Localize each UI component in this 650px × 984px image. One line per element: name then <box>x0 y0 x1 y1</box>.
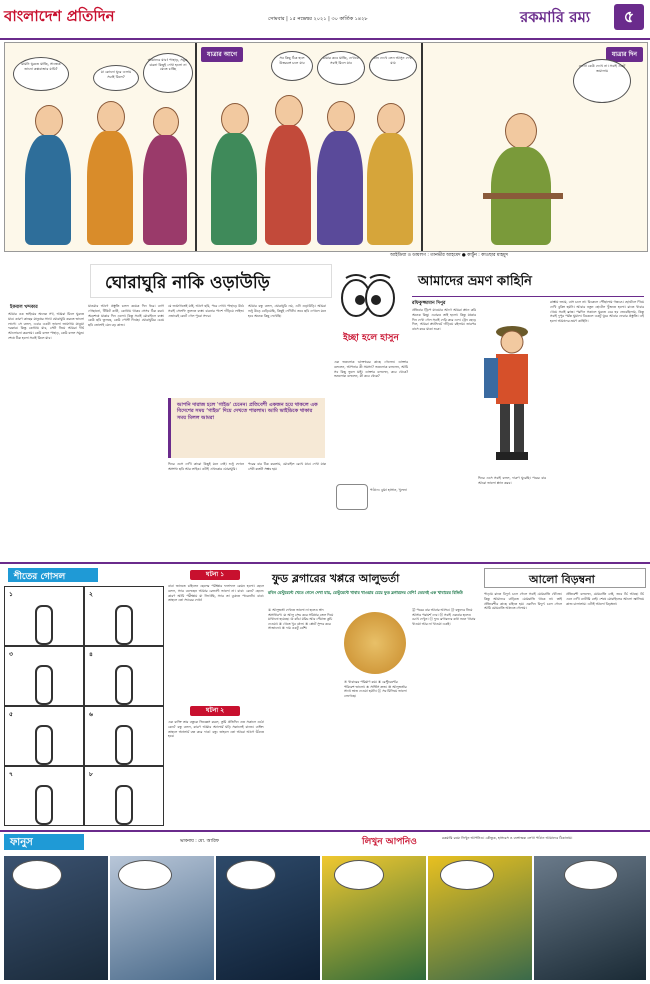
speech-bubble: মামার কবে যাচ্ছি, দেখবো সবাই মিলে যাব <box>317 51 365 85</box>
article-body: পরের বার ঠিক করলাম, মোবাইল রেখে যাব। দেখা যাক সেটা কতটা সম্ভব হয়। <box>248 462 326 471</box>
page-header <box>0 0 650 40</box>
article-body: ফিরে এসে সবাই বলল, দারুণ ঘুরেছি। পরের বার আরো ভালো প্ল্যান করব। <box>478 476 546 485</box>
emoji-box-credit: পাঠান: ঝুমা হাসান, খুলনা <box>370 488 407 492</box>
write-text: রকমারি রম্যে লিখুন আপনিও। কৌতুক, হাস্যরস ও ব্যঙ্গাত্মক লেখা পাঠান আমাদের ঠিকানায়। <box>442 836 573 840</box>
food-photo <box>344 612 406 674</box>
character-head <box>327 101 355 133</box>
comic-cell: ৩ <box>4 646 84 706</box>
article-title: ফুড ব্লগারের খপ্পরে আলুভর্তা <box>272 572 400 585</box>
ghotona-2-title: ঘটনা ২ <box>190 706 240 716</box>
comic-cell: ৪ <box>84 646 164 706</box>
article-body: আমার বন্ধু বলল, ঘোরাঘুরি নয়, এটা ওড়াউড়ি। আমরা শুধু উড়ে বেড়িয়েছি, কিছুই দেখিনি। তবে ছবি দেখলে মনে হবে অনেক কিছু দেখেছি। <box>248 304 326 318</box>
food-title-box <box>268 568 478 590</box>
speech-bubble <box>118 860 172 890</box>
traveler-icon <box>478 312 546 472</box>
character-head <box>377 103 405 135</box>
comic-cell: ৫ <box>4 706 84 766</box>
section-divider <box>0 830 650 832</box>
food-list: ⑫ পরের বার আবার আসব। ⑬ বন্ধুদের নিয়ে আসার পরামর্শ দেব। ⑭ সবাই একবার হলেও চেখে দেখুন। ⑮ ফুড ব্লগারদের কথা শুনে খাবার খাওয়া আর না খাওয়া একই। <box>412 608 476 626</box>
panel-tag: যাত্রার দিন <box>606 47 643 62</box>
character-body <box>87 131 133 245</box>
article-byline: রফিকুজ্জামান দিপুর <box>412 301 446 306</box>
article-body: প্রতিবেশী বললেন, মোমবাতি নেই, তবে টর্চ আছে। টর্চ এনে দেখি ব্যাটারি নেই। শেষে মোবাইলের আলো জ্বালিয়ে কাজ চালালাম। এটাই আলো বিড়ম্বনা। <box>566 592 644 606</box>
article-body: যাওয়ার আগে প্রস্তুতি চলল কয়েক দিন ধরে। ব্যাগ গোছানো, টিকিট কাটা, কোথায় থাকব সেসব ঠিক করা। অবশেষে যাত্রার দিন এলো। কিন্তু সবাই মোবাইলে ব্যস্ত। কেউ ছবি তুলছে, কেউ পোস্ট দিচ্ছে। ঘোরাঘুরির চেয়ে ছবি তোলাই যেন বড় কাজ। <box>88 304 164 328</box>
article-body: প্রতিবার ট্রিপে যাওয়ার আগে আমরা প্ল্যান করি অনেক কিছু। এবারও তাই হলো। কিন্তু যাত্রার দিন দেখা গেল সবাই দেরি করে এল। ট্রেন ছেড়ে দিল, আমরা প্ল্যাটফর্মে দাঁড়িয়ে রইলাম। তারপর বাসে করে যাত্রা শুরু। <box>412 308 476 332</box>
fanus-credit: ভাবনায় : মো. আরিফ <box>180 839 219 844</box>
pull-quote <box>168 398 325 458</box>
comic-cell: ২ <box>84 586 164 646</box>
character-body <box>367 133 413 245</box>
character-head <box>153 107 179 137</box>
emoji-face-icon <box>332 270 402 330</box>
article-title: আলো বিড়ম্বনা <box>529 573 595 586</box>
cartoon-strip <box>4 42 648 252</box>
food-list: ① আলুভর্তা দেখতে ভালো না হলেও স্বাদ অসাধারণ। ② আলু সেদ্ধ করে সরিষার তেল দিয়ে মাখানো হয়েছে। ③ কাঁচা মরিচ আর পেঁয়াজ কুচি দেওয়া। ④ খেতে খুব ঝাল। ⑤ প্লেটে সুন্দর করে সাজানো। ⑥ দাম একটু বেশি। <box>268 608 334 631</box>
speech-bubble <box>440 860 494 890</box>
emoji-box-title: ইচ্ছা হলে হাসুন <box>343 333 399 343</box>
ghotona-1-title: ঘটনা ১ <box>190 570 240 580</box>
food-list: ⑦ খাবারের পরিমাণ কম। ⑧ রেস্টুরেন্টের পরিবেশ ভালো। ⑨ সার্ভিস দ্রুত। ⑩ আলুভর্তার সাথে ভাত দেওয়া হয়নি। ⑪ সব মিলিয়ে ভালো লেগেছে। <box>344 680 407 698</box>
character-head <box>221 103 249 135</box>
article-title-box <box>90 264 332 298</box>
divider <box>412 296 644 297</box>
character-head <box>35 105 63 137</box>
article-byline: ইকবাল খন্দকার <box>10 305 38 310</box>
alo-title-box <box>484 568 646 588</box>
funny-emoji <box>332 270 402 330</box>
panel-tag: যাত্রার আগে <box>201 47 243 62</box>
fanus-label: ফানুস <box>10 837 33 848</box>
page-number: ৫ <box>614 4 644 30</box>
speech-bubble <box>334 860 384 890</box>
article-body: আমার এক ভাইয়ের অনেক সখ, আমরা মিলে ঘুরতে যাব। কারণ কাছের মানুষের সাথে ঘোরাঘুরি করতে ভালো লাগে। সে বলল, এবার একটা ভালো জায়গায় যাওয়া দরকার। কিন্তু কোথায় যাব, সেটা নিয়ে আমরা দীর্ঘ আলোচনা করলাম। কেউ বলল পাহাড়, কেউ বলল সমুদ্র। শেষে ঠিক হলো সবাই মিলে যাব। <box>8 312 84 340</box>
character-head <box>505 113 537 149</box>
article-title: ঘোরাঘুরি নাকি ওড়াউড়ি <box>105 273 270 293</box>
character-body <box>317 131 363 245</box>
speech-bubble: মা কোনো ঘুরে এলাম সবাই মিলে? <box>93 65 139 91</box>
comic-cell: ৮ <box>84 766 164 826</box>
cartoon-panel-3 <box>423 43 647 251</box>
photo-strip <box>4 856 646 980</box>
article-body: যে জায়গাতেই যাই, আগে ছবি, পরে দেখা। পাহাড়ে উঠে সবাই সেলফি তুলতে ব্যস্ত। ঝরনার পাশে দাঁড়িয়ে লাইভ। এভাবেই কেটে গেল পুরো সফর। <box>168 304 244 318</box>
comic-cell: ১ <box>4 586 84 646</box>
speech-bubble: যান দেখে লেন আসুন দেখা যায় <box>369 51 417 81</box>
cartoon-panel-2 <box>197 43 423 251</box>
cartoon-panel-1 <box>5 43 197 251</box>
speech-bubble: সব কিছু ঠিক হলে উত্তরবঙ্গ চলে যাব <box>271 51 313 81</box>
speech-bubble: আমাদের যাব! পাহাড়, সমুদ্র, ঝরনা কিছুই দেখা হলো না যেতে চাচ্ছি <box>143 53 193 93</box>
section-title: রকমারি রম্য <box>520 8 591 26</box>
speech-bubble: দেখো কেউ দেখে না। সবাই একটু জমালাম <box>573 59 631 103</box>
iron-icon <box>336 484 368 510</box>
traveler-illustration <box>478 312 546 472</box>
speech-bubble <box>564 860 618 890</box>
title-banner <box>8 568 98 582</box>
speech-bubble <box>12 860 62 890</box>
comic-cell: ৬ <box>84 706 164 766</box>
character-head <box>275 95 303 127</box>
article-body: রাস্তায় জ্যাম, বাস চলে না। বিকেলে পৌঁছালাম গন্তব্যে। হোটেলে গিয়ে দেখি বুকিং হয়নি। আবার নতুন হোটেল খুঁজতে হলো। রাতে খাবার খেয়ে সবাই ক্লান্ত। পরদিন সকালে ঘুরতে বের হব ভেবেছিলাম, কিন্তু সবাই দুপুর পর্যন্ত ঘুমাল। বিকেলে একটু ঘুরে আবার ফেরার প্রস্তুতি। এই হলো আমাদের ভ্রমণ কাহিনি। <box>550 300 644 324</box>
speech-bubble <box>226 860 276 890</box>
article-body: পাড়ায় রাতে বিদ্যুৎ চলে গেলে সবাই মোমবাতি খোঁজে। কিন্তু আমাদের বাড়িতে মোমবাতি থাকে না। তাই প্রতিবেশীর কাছে চাইতে হয়। একদিন বিদ্যুৎ চলে গেলে আমি মোমবাতি আনতে গেলাম। <box>484 592 562 611</box>
fanus-banner <box>4 834 84 850</box>
speech-bubble: মামনি ঘুরতে যাচ্ছি, সাজেক তানো কক্সবাজার যাবি? <box>13 57 69 91</box>
newspaper-logo: বাংলাদেশ প্রতিদিন <box>4 7 115 25</box>
emoji-box-body: এক ভদ্রলোক ডাক্তারের কাছে গেলেন। ডাক্তার বললেন, আপনার কী সমস্যা? ভদ্রলোক বললেন, আমি সব কিছু ভুলে যাই। ডাক্তার বললেন, কবে থেকে? ভদ্রলোক বললেন, কী কবে থেকে? <box>334 360 408 379</box>
character-head <box>97 101 125 133</box>
phone-icon <box>483 193 563 199</box>
article-body: ফিরে এসে দেখি কারো কিছুই মনে নেই। শুধু ফোনে অসংখ্য ছবি আর লাইক। এটাই এখনকার ঘোরাঘুরি। <box>168 462 244 471</box>
article-title: আমাদের ভ্রমণ কাহিনি <box>418 274 532 289</box>
article-subtitle: রবিন রেস্টুরেন্টে খেতে গেলে দেখা যায়, রেস্টুরেন্টে খাবার খাওয়ার চেয়ে ফুড ব্লগারদের বেশি! তেমনই এক খাবারের রিভিউ <box>268 590 463 595</box>
section-divider <box>0 562 650 564</box>
article-title: শীতের গোসল <box>14 572 66 582</box>
write-title: লিখুন আপনিও <box>362 837 417 847</box>
issue-date: সোমবার | ১৫ নভেম্বর ২০২১ | ৩০ কার্তিক ১৪২৮ <box>268 16 368 22</box>
comic-cell: ৭ <box>4 766 84 826</box>
character-body <box>211 133 257 245</box>
ghotona-2-body: এক ব্যক্তি তার বন্ধুকে জিজ্ঞেস করল, তুমি প্রতিদিন এত সকালে ওঠো কেন? বন্ধু বলল, কারণ আমার অ্যালার্ম ঘড়ি সকালেই বাজে। ব্যক্তি: তাহলে অ্যালার্ম বন্ধ করে দাও! বন্ধু: তাহলে তো আরো আগে উঠতে হবে। <box>168 720 264 739</box>
character-body <box>25 135 71 245</box>
character-body <box>143 135 187 245</box>
character-body <box>265 125 311 245</box>
pull-quote-text: আপনি দারাজ হলে 'গাইড' চেনেন। প্রতিবেশী একজন হয়ে থাকলে এক বিদেশের সময় ‘গাইড’ দিয়ে দেখতে পারলাম। আমি ভাইডিকে থাকার সময় মিলল আমরা <box>177 402 318 421</box>
cartoon-credit: আইডিয়া ও ডায়লগ : তানভীর আহমেদ ● কার্টুন : কাওছার মাহমুদ <box>390 253 508 258</box>
comic-grid <box>4 586 164 826</box>
ghotona-1-body: বাবা জানতে চাইলেন ছেলের পরীক্ষার ফলাফল কেমন হলো। ছেলে বলল, স্যার বলেছেন আমার রেজাল্ট ভালো না। বাবা: কেন? ছেলে: কারণ আমি পরীক্ষায় যা লিখেছি, স্যার তা বুঝতে পারেননি। বাবা: তাহলে তো স্যারের দোষ! <box>168 584 264 603</box>
